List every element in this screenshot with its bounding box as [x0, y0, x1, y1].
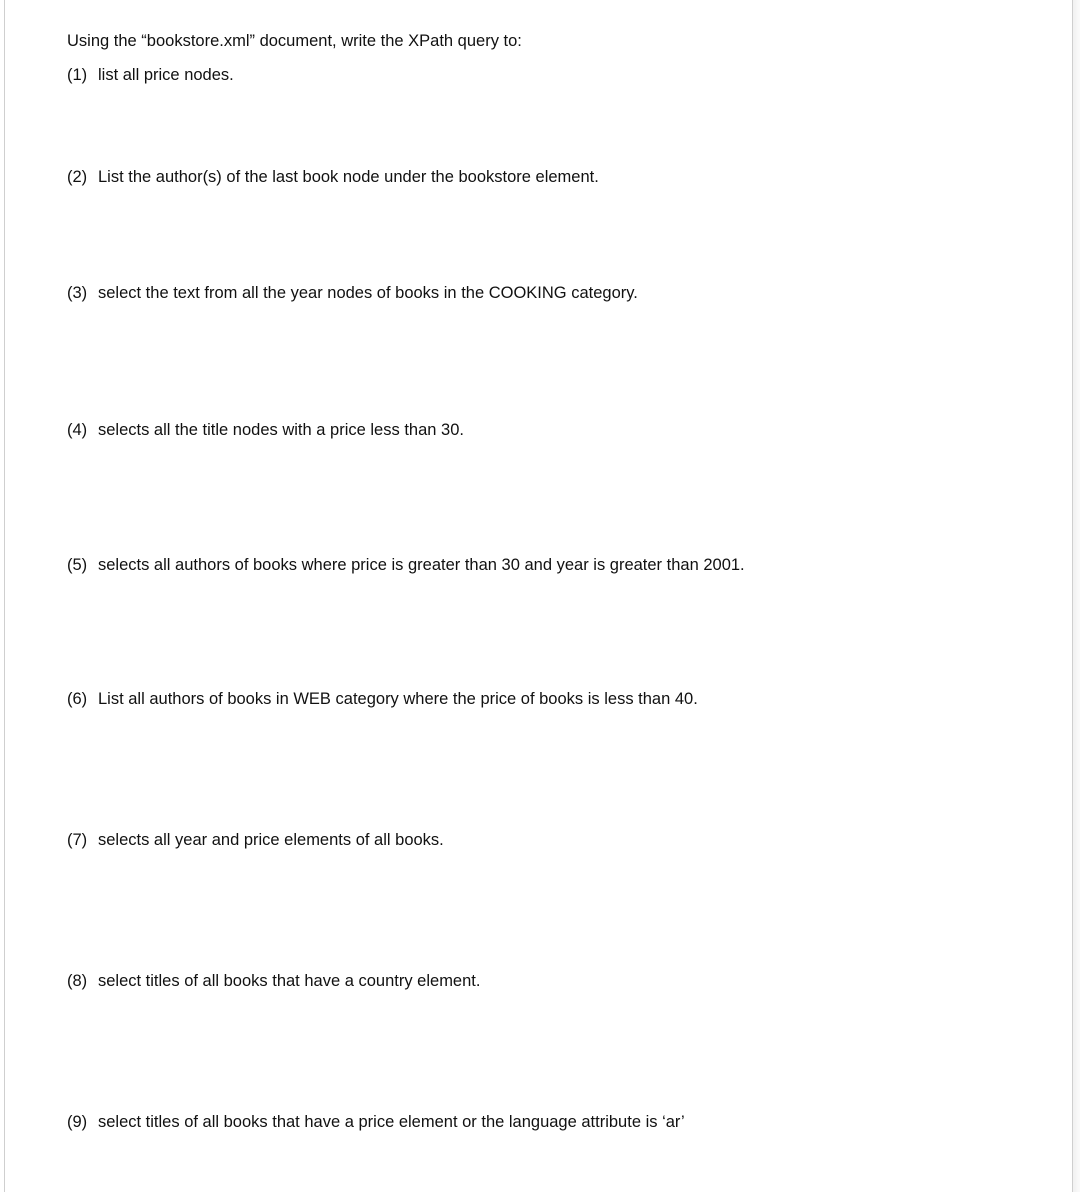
- question-number: (1): [67, 66, 88, 84]
- question-6: [67, 689, 698, 709]
- question-number: (7): [67, 831, 88, 849]
- question-number: (5): [67, 556, 88, 574]
- question-text: List all authors of books in WEB category where the price of books is less than 40.: [98, 690, 698, 708]
- question-4: [67, 420, 464, 440]
- question-number: (9): [67, 1113, 88, 1131]
- question-text: List the author(s) of the last book node under the bookstore element.: [98, 168, 599, 186]
- question-text: selects all the title nodes with a price less than 30.: [98, 421, 464, 439]
- question-number: (2): [67, 168, 88, 186]
- question-9: [67, 1112, 685, 1132]
- page-left-border: [4, 0, 5, 1192]
- question-number: (8): [67, 972, 88, 990]
- question-text: select the text from all the year nodes of books in the COOKING category.: [98, 284, 638, 302]
- question-text: selects all year and price elements of all books.: [98, 831, 444, 849]
- page-right-shadow: [1073, 0, 1080, 1192]
- question-5: [67, 555, 745, 575]
- question-number: (4): [67, 421, 88, 439]
- question-2: [67, 167, 599, 187]
- question-8: [67, 971, 480, 991]
- question-text: select titles of all books that have a price element or the language attribute is ‘ar’: [98, 1113, 685, 1131]
- question-7: [67, 830, 444, 850]
- question-number: (6): [67, 690, 88, 708]
- question-text: selects all authors of books where price is greater than 30 and year is greater than 2001.: [98, 556, 745, 574]
- question-3: [67, 283, 638, 303]
- intro-text: Using the “bookstore.xml” document, write the XPath query to:: [67, 32, 522, 50]
- question-number: (3): [67, 284, 88, 302]
- question-text: list all price nodes.: [98, 66, 234, 84]
- question-text: select titles of all books that have a country element.: [98, 972, 481, 990]
- question-1: [67, 65, 234, 85]
